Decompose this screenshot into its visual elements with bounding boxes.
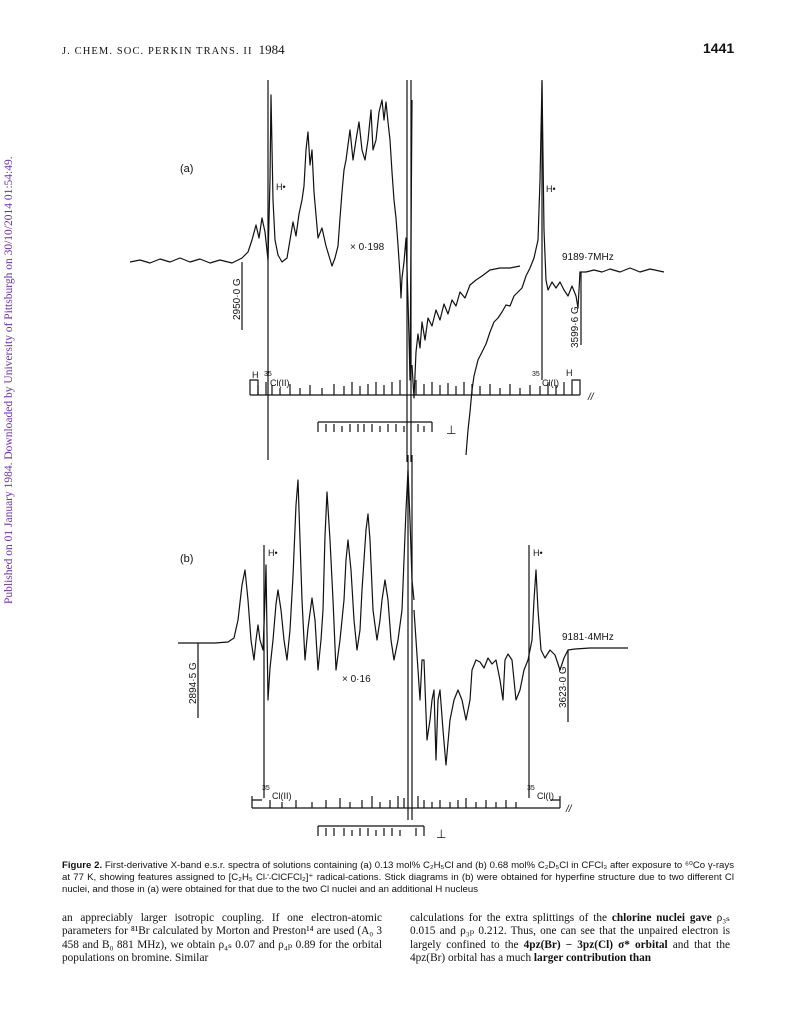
panel-a-h-stick-right: H (566, 368, 573, 378)
body-column-right (410, 912, 730, 966)
panel-b-stick-right-label: Cl(I) (537, 791, 554, 801)
panel-a-stick-right-isotope: 35 (532, 371, 540, 378)
download-watermark: Published on 01 January 1984. Downloaded by University of Pittsburgh on 30/10/2014 01:54:49. (3, 156, 15, 604)
panel-a-h-right: H• (546, 184, 556, 194)
panel-b-frequency: 9181·4MHz (562, 632, 614, 643)
page-number: 1441 (703, 40, 735, 56)
panel-b-scale: × 0·16 (342, 674, 371, 685)
panel-a-frequency: 9189·7MHz (562, 252, 614, 263)
body-right-bold-3: larger contribution than (533, 952, 652, 965)
panel-a-perp: ⊥ (446, 423, 457, 437)
panel-a-slashes: // (588, 392, 594, 403)
panel-b-stick-left-isotope: 35 (262, 785, 270, 792)
body-right-text-3: and that the 4pz(Br) orbital has a much (410, 938, 730, 965)
body-right-text-1: calculations for the extra splittings of the (410, 912, 612, 924)
body-right-text-2: ρ₃ₛ 0.015 and ρ₃ₚ 0.212. Thus, one can see that the unpaired electron is largely confined to the (410, 912, 730, 951)
panel-a-stick-left-label: Cl(II) (270, 378, 290, 388)
spectrum-b-right (414, 570, 628, 765)
panel-b-perp: ⊥ (436, 827, 447, 841)
figure-caption (62, 860, 734, 896)
panel-b-h-left: H• (268, 548, 278, 558)
panel-a-field-left: 2950·0 G (232, 278, 243, 320)
panel-b-slashes: // (566, 804, 572, 815)
panel-a-h-left: H• (276, 182, 286, 192)
caption-text: First-derivative X-band e.s.r. spectra of solutions containing (a) 0.13 mol% C₂H₅Cl and (b) 0.68 mol% C₂D₅Cl in CFCl₃ after exposure to ⁶⁰Co γ-rays at 77 K, showing features assigned to [C₂H₅ Cl∴ClCFCl₂]⁺ radical-cations. Stick diagrams in (b) were obtained for hyperfine structure due to two different Cl nuclei, and those in (a) were obtained for that due to the two Cl nuclei and an additional H nucleus (62, 860, 734, 895)
journal-name: J. CHEM. SOC. PERKIN TRANS. II (62, 46, 253, 57)
panel-b-stick-left-label: Cl(II) (272, 791, 292, 801)
panel-a-label: (a) (180, 163, 194, 175)
journal-year: 1984 (258, 42, 285, 57)
panel-a-stick-right-label: Cl(I) (542, 378, 559, 388)
panel-b-stick-right-isotope: 35 (527, 785, 535, 792)
stick-diagram-b (252, 796, 560, 836)
panel-a-h-stick-left: H (252, 370, 259, 380)
body-right-bold-1: chlorine nuclei gave (611, 912, 712, 924)
panel-a-stick-left-isotope: 35 (264, 371, 272, 378)
panel-a-field-right: 3599·6 G (570, 306, 581, 348)
body-right-bold-2: 4pz(Br) − 3pz(Cl) σ* orbital (523, 938, 668, 951)
spectrum-a-left (130, 95, 412, 380)
body-column-left: an appreciably larger isotropic coupling. If one electron-atomic parameters for ⁸¹Br calculated by Morton and Preston¹⁴ are used (A₀ 3 458 and B₀ 881 MHz), we obtain ρ₄ₛ 0.07 and ρ₄ₚ 0.89 for the orbital populations on bromine. Similar (62, 912, 382, 965)
panel-b-field-left: 2894·5 G (188, 662, 199, 704)
panel-b-h-right: H• (533, 548, 543, 558)
panel-b-field-right: 3623·0 G (558, 666, 569, 708)
spectrum-a-middle (412, 266, 520, 398)
spectrum-b-left (178, 470, 414, 700)
panel-a-scale: × 0·198 (350, 242, 385, 253)
panel-b-label: (b) (180, 553, 194, 565)
caption-label: Figure 2. (62, 860, 103, 871)
